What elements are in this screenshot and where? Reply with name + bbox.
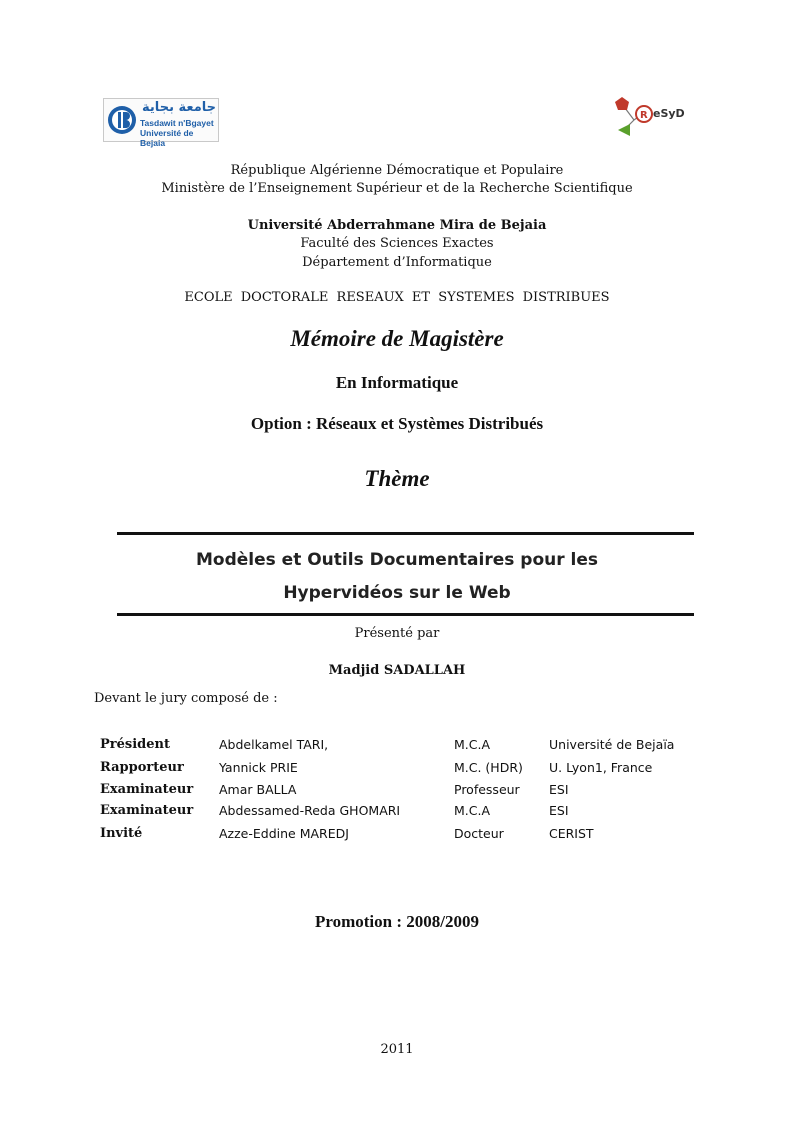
thesis-field: En Informatique — [335, 373, 459, 392]
thesis-type: Mémoire de Magistère — [290, 326, 504, 351]
jury-role: Examinateur — [100, 782, 194, 797]
resyd-logo — [610, 94, 690, 138]
jury-row — [0, 760, 794, 780]
jury-role: Président — [100, 737, 170, 752]
jury-name: Abdelkamel TARI, — [219, 737, 329, 752]
jury-grade: M.C.A — [454, 737, 491, 752]
title-rule-top — [117, 532, 694, 535]
resyd-text: eSyD — [653, 107, 685, 120]
jury-grade: Docteur — [454, 826, 504, 841]
department-name: Département d’Informatique — [302, 255, 492, 270]
jury-grade: M.C.A — [454, 803, 491, 818]
thesis-option: Option : Réseaux et Systèmes Distribués — [250, 414, 544, 433]
university-emblem-icon — [107, 101, 137, 139]
svg-text:R: R — [640, 110, 648, 121]
ministry-line: Ministère de l’Enseignement Supérieur et de la Recherche Scientifique — [161, 181, 633, 196]
jury-role: Examinateur — [100, 803, 194, 818]
jury-role: Invité — [100, 826, 143, 841]
jury-institution: ESI — [549, 782, 569, 797]
university-name: Université Abderrahmane Mira de Bejaia — [247, 218, 547, 233]
jury-name: Azze-Eddine MAREDJ — [219, 826, 349, 841]
presented-by: Présenté par — [354, 626, 440, 641]
theme-label: Thème — [364, 466, 430, 491]
jury-institution: ESI — [549, 803, 569, 818]
jury-role: Rapporteur — [100, 760, 184, 775]
doctoral-school: ECOLE DOCTORALE RESEAUX ET SYSTEMES DISTRIBUES — [184, 290, 610, 305]
republic-line: République Algérienne Démocratique et Populaire — [230, 163, 564, 178]
university-arabic-name: جامعة بجاية — [142, 100, 216, 115]
jury-institution: CERIST — [549, 826, 594, 841]
jury-row — [0, 803, 794, 823]
faculty-name: Faculté des Sciences Exactes — [300, 236, 494, 251]
promotion: Promotion : 2008/2009 — [314, 912, 479, 931]
author-name: Madjid SADALLAH — [328, 663, 466, 678]
title-rule-bottom — [117, 613, 694, 616]
university-french-name: Université de Bejaia — [140, 128, 194, 148]
jury-name: Amar BALLA — [219, 782, 297, 797]
jury-row — [0, 826, 794, 846]
university-logo — [103, 98, 219, 148]
jury-institution: Université de Bejaïa — [549, 737, 675, 752]
jury-row — [0, 782, 794, 802]
university-berber-name: Tasdawit n'Bgayet — [140, 118, 214, 128]
jury-name: Yannick PRIE — [219, 760, 298, 775]
thesis-title-line1: Modèles et Outils Documentaires pour les — [195, 550, 599, 570]
jury-name: Abdessamed-Reda GHOMARI — [219, 803, 401, 818]
thesis-title-line2: Hypervidéos sur le Web — [283, 583, 511, 603]
year: 2011 — [380, 1042, 414, 1057]
jury-grade: M.C. (HDR) — [454, 760, 523, 775]
jury-grade: Professeur — [454, 782, 520, 797]
jury-intro: Devant le jury composé de : — [94, 691, 278, 706]
jury-row — [0, 737, 794, 757]
jury-institution: U. Lyon1, France — [549, 760, 653, 775]
